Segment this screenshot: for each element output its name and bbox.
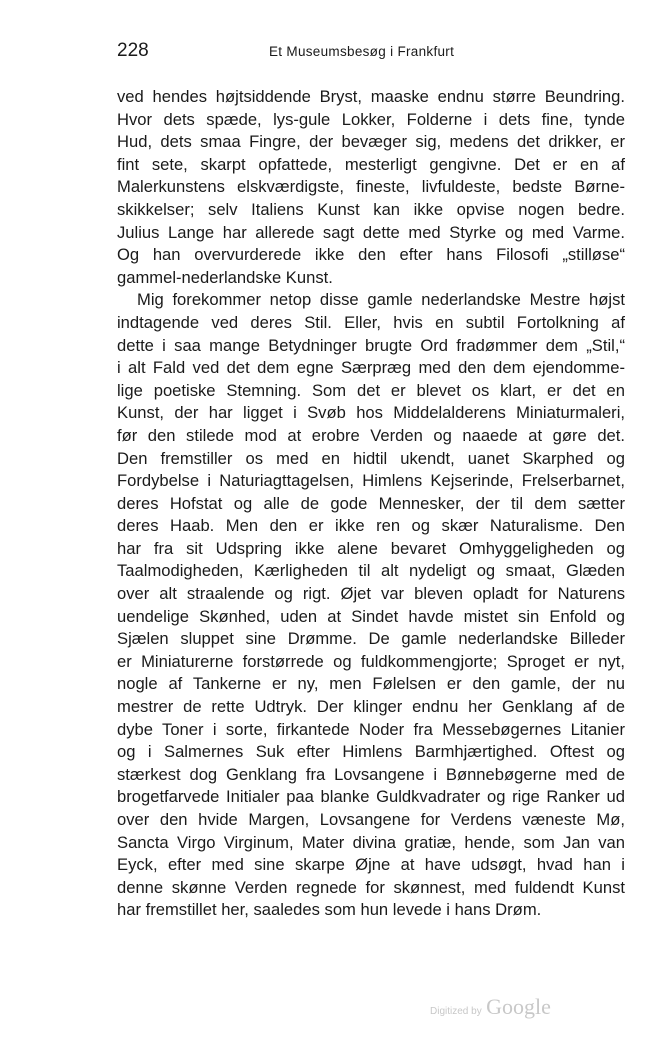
text-line: Eyck, efter med sine skarpe Øjne at have udsøgt, hvad han i: [117, 855, 625, 875]
google-logo: Google: [486, 994, 551, 1019]
text-line: Og han overvurderede ikke den efter hans Filosofi „stilløse“: [117, 245, 625, 265]
text-line: fint sete, skarpt opfattede, mesterligt gengivne. Det er en af: [117, 154, 625, 174]
paragraph-1: [117, 86, 625, 289]
text-line: over den hvide Margen, Lovsangene for Verdens væneste Mø,: [117, 810, 625, 829]
text-line: Malerkunstens elskværdigste, fineste, livfuldeste, bedste Børne-: [117, 177, 625, 197]
text-line: Den fremstiller os med en hidtil ukendt, uanet Skarphed og: [117, 448, 625, 468]
text-line: lige poetiske Stemning. Som det er blevet os klart, er det en: [117, 380, 625, 400]
text-line: indtagende ved deres Stil. Eller, hvis en subtil Fortolkning af: [117, 312, 625, 332]
page-number: 228: [117, 40, 149, 61]
text-line: brogetfarvede Initialer paa blanke Guldkvadrater og rige Ranker ud: [117, 787, 625, 807]
text-line: Sjælen sluppet sine Drømme. De gamle nederlandske Billeder: [117, 629, 625, 649]
text-line: over alt straalende og rigt. Øjet var bleven opladt for Naturens: [117, 584, 625, 604]
text-line: Kunst, der har ligget i Svøb hos Middelalderens Miniaturmaleri,: [117, 403, 625, 423]
text-line: før den stilede mod at erobre Verden og naaede at gøre det.: [117, 425, 625, 445]
text-line: i alt Fald ved det dem egne Særpræg med den dem ejendomme-: [117, 358, 625, 378]
text-line: deres Hofstat og alle de gode Mennesker, der til dem sætter: [117, 493, 625, 513]
text-line: Mig forekommer netop disse gamle nederlandske Mestre højst: [137, 290, 625, 310]
text-line: nogle af Tankerne er ny, men Følelsen er den gamle, der nu: [117, 674, 625, 694]
watermark-prefix: Digitized by: [430, 1006, 482, 1017]
text-line: Hvor dets spæde, lys-gule Lokker, Folderne i dets fine, tynde: [117, 109, 625, 129]
text-line: deres Haab. Men den er ikke ren og skær Naturalisme. Den: [117, 516, 625, 536]
text-line: denne skønne Verden regnede for skønnest, med fuldendt Kunst: [117, 877, 625, 897]
text-line: har fra sit Udspring ikke alene bevaret Omhyggeligheden og: [117, 538, 625, 558]
paragraph-2: [117, 289, 625, 922]
text-line: har fremstillet her, saaledes som hun levede i hans Drøm.: [117, 900, 542, 920]
running-title: Et Museumsbesøg i Frankfurt: [269, 44, 455, 59]
text-line: uendelige Skønhed, uden at Sindet havde mistet sin Enfold og: [117, 606, 625, 626]
text-line: skikkelser; selv Italiens Kunst kan ikke opvise nogen bedre.: [117, 199, 625, 219]
text-line: og i Salmernes Suk efter Himlens Barmhjærtighed. Oftest og: [117, 742, 625, 762]
text-line: Sancta Virgo Virginum, Mater divina gratiæ, hende, som Jan van: [117, 832, 625, 852]
text-line: gammel-nederlandske Kunst.: [117, 267, 333, 287]
body-text: [117, 86, 625, 922]
text-line: dette i saa mange Betydninger brugte Ord fradømmer dem „Stil,“: [117, 335, 625, 355]
text-line: dybe Toner i sorte, firkantede Noder fra Messebøgernes Litanier: [117, 719, 625, 739]
page-header: [117, 40, 625, 66]
text-line: stærkest dog Genklang fra Lovsangene i Bønnebøgerne med de: [117, 764, 625, 784]
text-line: er Miniaturerne forstørrede og fuldkommengjorte; Sproget er nyt,: [117, 651, 625, 671]
text-line: Hud, dets smaa Fingre, der bevæger sig, medens det drikker, er: [117, 132, 625, 152]
text-line: ved hendes højtsiddende Bryst, maaske endnu større Beundring.: [117, 87, 625, 106]
text-line: mestrer de rette Udtryk. Der klinger endnu her Genklang af de: [117, 697, 625, 717]
text-line: Julius Lange har allerede sagt dette med Styrke og med Varme.: [117, 222, 625, 242]
text-line: Taalmodigheden, Kærligheden til alt nydeligt og smaat, Glæden: [117, 561, 625, 581]
digitized-by-google-watermark: [430, 994, 551, 1020]
text-line: Fordybelse i Naturiagttagelsen, Himlens Kejserinde, Frelserbarnet,: [117, 471, 625, 491]
